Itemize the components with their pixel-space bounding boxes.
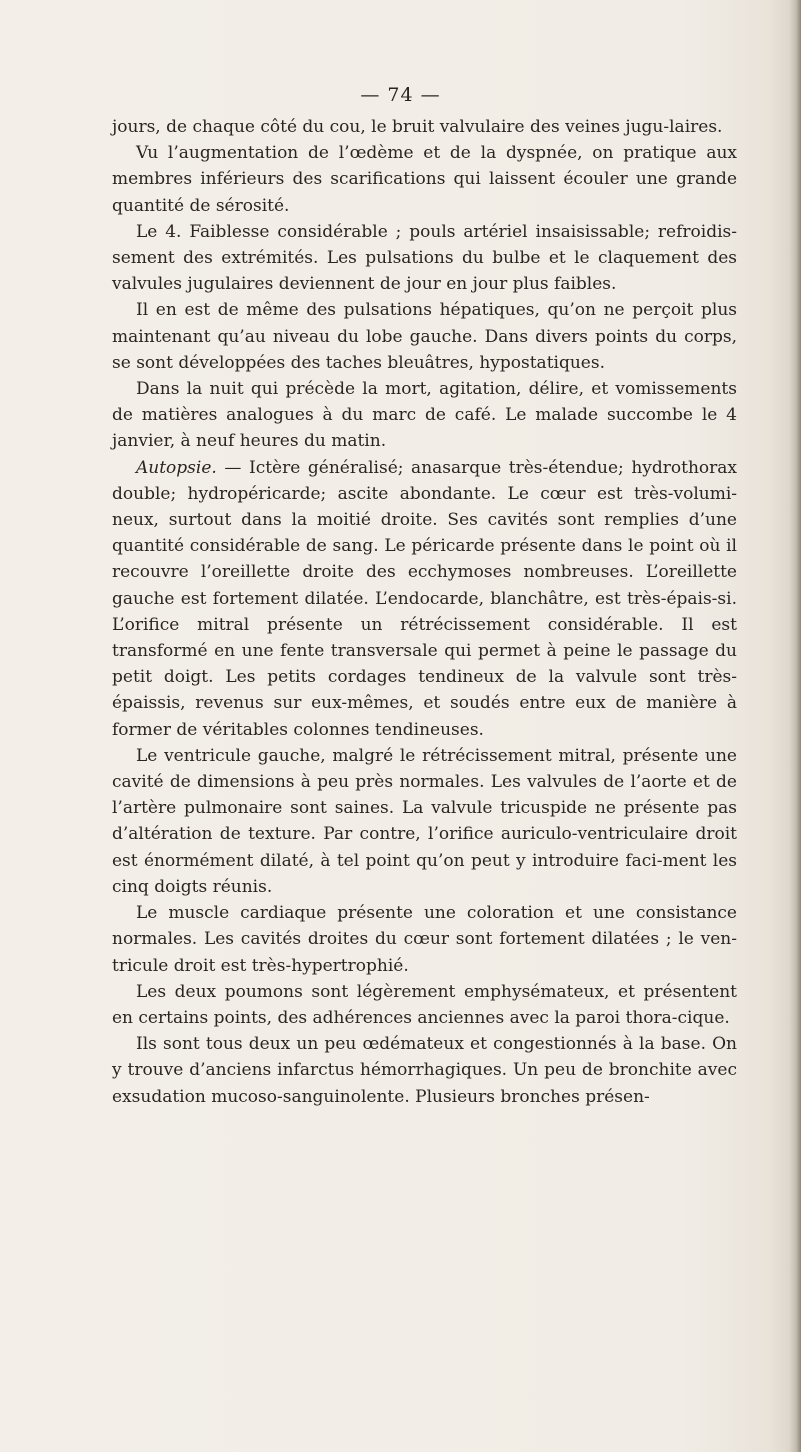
paragraph-4: Il en est de même des pulsations hépatiques, qu’on ne perçoit plus maintenant qu’au niveau du lobe gauche. Dans divers points du corps, se sont développées des taches bleuâtres, hypostatiques.	[112, 300, 737, 373]
page-edge-shadow	[789, 0, 801, 1452]
body-text	[112, 114, 737, 1110]
page-number: — 74 —	[360, 84, 441, 106]
paragraph-7: Le ventricule gauche, malgré le rétrécissement mitral, présente une cavité de dimensions à peu près normales. Les valvules de l’aorte et de l’artère pulmonaire sont saines. La valvule tricuspide ne présente pas d’altération de texture. Par contre, l’orifice auriculo-ventriculaire droit est énormément dilaté, à tel point qu’on peut y introduire faci-ment les cinq doigts réunis.	[112, 745, 737, 897]
paragraph-9: Les deux poumons sont légèrement emphysémateux, et présentent en certains points, des adhérences anciennes avec la paroi thora-cique.	[112, 981, 737, 1028]
paragraph-10: Ils sont tous deux un peu œdémateux et congestionnés à la base. On y trouve d’anciens infarctus hémorrhagiques. Un peu de bronchite avec exsudation mucoso-sanguinolente. Plusieurs bronches présen-	[112, 1034, 737, 1107]
autopsie-text: — Ictère généralisé; anasarque très-étendue; hydrothorax double; hydropéricarde; ascite abondante. Le cœur est très-volumi-neux, surtout dans la moitié droite. Ses cavités sont remplies d’une quantité considérable de sang. Le péricarde présente dans le point où il recouvre l’oreillette droite des ecchymoses nombreuses. L’oreillette gauche est fortement dilatée. L’endocarde, blanchâtre, est très-épais-si. L’orifice mitral présente un rétrécissement considérable. Il est transformé en une fente transversale qui permet à peine le passage du petit doigt. Les petits cordages tendineux de la valvule sont très-épaissis, revenus sur eux-mêmes, et soudés entre eux de manière à former de véritables colonnes tendineuses.	[112, 457, 737, 740]
paragraph-3: Le 4. Faiblesse considérable ; pouls artériel insaisissable; refroidis-sement des extrémités. Les pulsations du bulbe et le claquement des valvules jugulaires deviennent de jour en jour plus faibles.	[112, 221, 737, 295]
paragraph-1: jours, de chaque côté du cou, le bruit valvulaire des veines jugu-laires.	[112, 117, 723, 137]
paragraph-5: Dans la nuit qui précède la mort, agitation, délire, et vomissements de matières analogues à du marc de café. Le malade succombe le 4 janvier, à neuf heures du matin.	[112, 379, 737, 452]
paragraph-autopsie	[112, 455, 737, 743]
autopsie-label: Autopsie.	[136, 457, 217, 478]
paragraph-8: Le muscle cardiaque présente une coloration et une consistance normales. Les cavités droites du cœur sont fortement dilatées ; le ven-tricule droit est très-hypertrophié.	[112, 903, 737, 976]
paragraph-2: Vu l’augmentation de l’œdème et de la dyspnée, on pratique aux membres inférieurs des scarifications qui laissent écouler une grande quantité de sérosité.	[112, 143, 737, 216]
